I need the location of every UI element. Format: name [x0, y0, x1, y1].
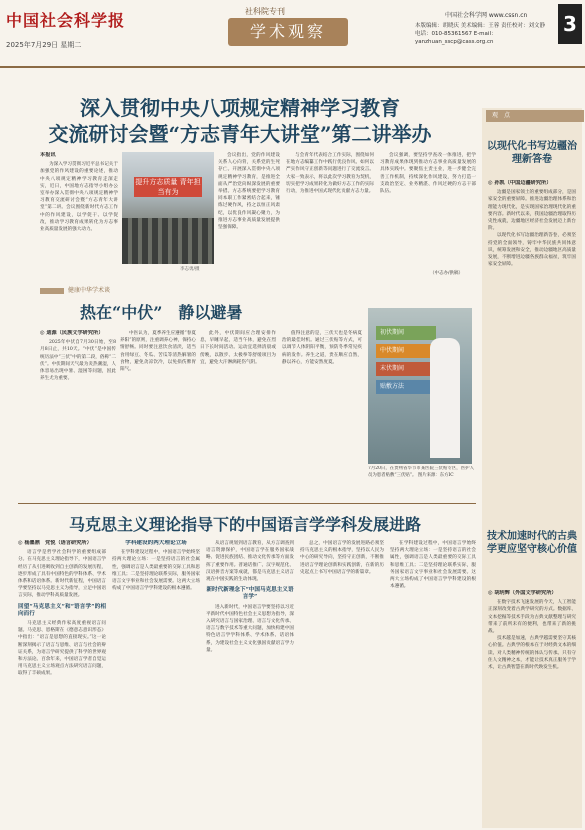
article1-col3	[286, 152, 374, 276]
article1-headline-line2: 交流研讨会暨“方志青年大讲堂”第二讲举办	[48, 122, 432, 146]
photo-person	[430, 338, 460, 458]
article1-byline: 本报讯	[40, 152, 56, 158]
article2-photo-caption-box	[368, 466, 474, 496]
article3-headline: 马克思主义理论指导下的中国语言学学科发展进路	[68, 515, 421, 534]
article2-photo	[368, 308, 472, 464]
page-header	[0, 0, 585, 66]
article3-para: 马克思主义经典作家高度重视语言问题。马克思、恩格斯在《德意志意识形态》中指出：“语言是思想的直接现实。”这一论断深刻揭示了语言与思维、语言与社会的辩证关系，为语言学研究提供了科学的世界观和方法论。百余年来，中国语言学者自觉运用马克思主义立场观点方法研究语言问题，取得了丰硕成果。	[18, 621, 106, 677]
sidebar-article2-body	[488, 590, 576, 820]
article3-col2	[112, 540, 200, 822]
article2-para: 此外，中伏期间应合理安排作息，早睡早起，适当午休，避免在烈日下长时间活动。运动宜选择清晨或傍晚，以散步、太极拳等舒缓项目为宜，避免大汗淋漓耗伤气阴。	[200, 331, 276, 365]
photo-sign: 贴敷方法	[376, 380, 436, 394]
article3-para: 在学科建设过程中，中国语言学始终坚持两大理论立场：一是坚持语言的社会属性，强调语言是人类最重要的交际工具和思维工具；二是坚持理论联系实际，服务国家语言文字事业和社会发展需要。这两大立场构成了中国语言学学科建设的根本遵循。	[390, 541, 476, 590]
article3-col1	[18, 540, 106, 822]
site-url: 中国社会科学网 www.cssn.cn	[445, 12, 528, 19]
sidebar-article1-title: 以现代化书写边疆治理新答卷	[487, 141, 577, 165]
article1-col4	[380, 152, 476, 268]
article2-headline: 热在“中伏” 静以避暑	[80, 303, 243, 322]
photo-sign: 末伏期间	[376, 362, 436, 376]
sidebar-tag: 观 点	[486, 110, 584, 122]
article2-para: 2025年中伏自7月30日始，至8月8日止，共10天。“中伏”是中国传统历法中“三伏”中的第二段，俗称“二伏”。中伏期间天气最为炎热潮湿，人体容易出现中暑、湿困等问题，因此养生尤为重要。	[40, 340, 116, 382]
sidebar-article2-title: 技术加速时代的古典学更应坚守核心价值	[487, 531, 577, 555]
article2-photo-caption: 7月20日，在贵州省毕节市某医院三伏贴专区，医护人员为患者贴敷“三伏贴”。	[368, 466, 474, 478]
sidebar-article1-author: ◎ 孙凯（中国边疆研究所）	[488, 180, 552, 186]
article2-col4	[282, 330, 362, 498]
issue-date: 2025年7月29日 星期二	[6, 41, 82, 49]
article3-byline: ◎ 杨墨鼎 党悦（语言研究所）	[18, 540, 92, 546]
masthead: 中国社会科学报	[6, 11, 126, 30]
section-title: 学术观察	[228, 18, 348, 46]
section-divider	[18, 503, 476, 504]
article3-col3	[206, 540, 294, 822]
editor-info	[415, 22, 555, 46]
photo-banner: 提升方志质量 青年担当有为	[135, 178, 201, 196]
section-label: 社科院专刊	[245, 7, 285, 16]
article1-headline	[40, 95, 440, 147]
sidebar-article2-author: ◎ 胡玥辉（外国文学研究所）	[488, 590, 557, 596]
article1-col1	[40, 152, 118, 276]
article3-para: 进入新时代，中国语言学要坚持以习近平新时代中国特色社会主义思想为指导，深入研究语言与国家治理、语言与文化传承、语言与数字技术等重大问题，加快构建中国特色语言学学科体系、学术体系、话语体系，为建设社会主义文化强国贡献语言学力量。	[206, 604, 294, 653]
article2-col2	[120, 330, 196, 498]
article3-para: 从语言规划到语言教育，从方言调查到语言资源保护，中国语言学在服务国家战略、促进民族团结、推动文化传承等方面发挥了重要作用。普通话推广、汉字规范化、汉语拼音方案等成就，都是马克思主义语言观在中国实践的生动体现。	[206, 541, 294, 583]
header-rule	[0, 66, 585, 68]
sidebar-article1-body	[488, 180, 576, 368]
article2-tag-label: 健康中华学术谈	[68, 287, 111, 294]
article3-para: 语言学是哲学社会科学的重要组成部分。在马克思主义理论指导下，中国语言学经历了从引进吸收到自主创新的发展历程，逐步形成了具有中国特色的学科体系、学术体系和话语体系。新时代新征程，中国语言学要坚持以马克思主义为指导，立足中国语言实际，推动学科高质量发展。	[18, 550, 106, 599]
article2-tag	[40, 285, 110, 294]
tag-decoration	[40, 288, 64, 294]
article3-para: 总之，中国语言学的发展进路必须坚持马克思主义的根本指导，坚持以人民为中心的研究导向，坚持守正创新，不断推进语言学理论创新和实践创新，在新的历史起点上书写中国语言学的新篇章。	[300, 541, 384, 575]
article2-photo-credit: 图片来源：东方IC	[417, 472, 454, 478]
editor-line: 本版编辑：胡晓庆 美术编辑：王蓉 责任校对：刘文静	[415, 23, 545, 29]
article1-para: 为深入学习贯彻习近平总书记关于加强党的作风建设的重要论述，推动中央八项规定精神学习教育走深走实，近日，中国地方志指导小组办公室举办深入贯彻中央八项规定精神学习教育交流研讨会暨“方志青年大讲堂”第二讲。会议围绕新时代方志工作中的作风建设，以学促干、以学促改，推动学习教育成果转化为方志事业高质量发展的强大动力。	[40, 162, 118, 233]
article1-source: （中志办/供稿）	[430, 271, 464, 276]
page-number: 3	[558, 4, 582, 44]
photo-sign: 初伏期间	[376, 326, 436, 340]
photo-sign: 中伏期间	[376, 344, 436, 358]
article3-para: 在学科建设过程中，中国语言学始终坚持两大理论立场：一是坚持语言的社会属性，强调语言是人类最重要的交际工具和思维工具；二是坚持理论联系实际，服务国家语言文字事业和社会发展需要。这两大立场构成了中国语言学学科建设的根本遵循。	[112, 550, 200, 592]
contact-line: 电话：010-85361567 E-mail：yanzhuan_sscp@cass.org.cn	[415, 31, 497, 45]
article1-para: 会议指出，党的作风建设关系人心向背，关系党的生死存亡。开展深入贯彻中央八项规定精神学习教育，是推进全面从严治党向纵深发展的重要举措。方志系统要把学习教育同本职工作紧密结合起来，锤炼过硬作风，持之以恒正风肃纪，以优良作风凝心聚力，为推进方志事业高质量发展提供坚强保障。	[218, 153, 280, 231]
article3-col5	[390, 540, 476, 822]
article2-para: 值得注意的是，三伏天也是冬病夏治的最佳时机。通过三伏贴等方式，可以调节人体阴阳平衡，预防冬季常见疾病的发作。养生之道，贵在顺应自然，静以养心，方能安然度夏。	[282, 331, 362, 365]
article2-col1	[40, 330, 116, 498]
photo-audience	[122, 218, 214, 264]
article1-photo	[122, 152, 214, 264]
sidebar-para: 以现代化书写边疆治理新答卷，必须坚持党的全面领导，铸牢中华民族共同体意识，统筹发展和安全，推动边疆地区高质量发展，不断增进边疆各族群众福祉，筑牢国家安全屏障。	[488, 233, 576, 268]
article1-photo-credit: 李志勇/摄	[180, 267, 200, 272]
sidebar-para: 在数字技术飞速发展的今天，人工智能正深刻改变着古典学研究的方式。数据库、文本挖掘等技术手段为古典文献整理与研究带来了前所未有的便利，也带来了新的挑战。	[488, 600, 576, 635]
article1-para: 与会青年代表结合工作实际，围绕如何在地方志编纂工作中践行优良作风、如何以严实作风守正创新等问题进行了交流发言。大家一致表示，将以此次学习教育为契机，切实把学习成果转化为做好方志工作的实际行动，为推进中国式现代化贡献方志力量。	[286, 153, 374, 195]
article2-byline: ◎ 迪源（民族文学研究所）	[40, 330, 104, 336]
article1-col2	[218, 152, 280, 276]
sidebar-para: 边疆是国家领土的重要组成部分，是国家安全的重要屏障。推进边疆治理体系和治理能力现代化，是实现国家治理现代化的重要内容。新时代以来，我国边疆治理取得历史性成就，边疆地区经济社会发展迈上新台阶。	[488, 190, 576, 232]
article3-subhead: 学科建设的两大理论立场	[125, 540, 187, 546]
article3-subhead: 回望“马克思主义”和“语言学”的相向而行	[18, 603, 106, 617]
article2-para: 中医认为，夏季养生应遵循“春夏养阳”的原则，注重调养心神，保持心情舒畅。同时要注意饮食清淡，适当食用绿豆、冬瓜、苦瓜等清热解暑的食物，避免贪凉饮冷，以免损伤脾胃阳气。	[120, 331, 196, 373]
article2-col3	[200, 330, 276, 498]
article1-para: 会议强调，要坚持学查改一体推进，把学习教育成果体现到推动方志事业高质量发展的具体实践中。要聚焦主责主业，进一步健全完善工作机制，持续深化作风建设，努力打造一支政治坚定、业务精湛、作风过硬的方志干部队伍。	[380, 153, 476, 195]
article1-headline-line1: 深入贯彻中央八项规定精神学习教育	[80, 96, 400, 120]
article3-col4	[300, 540, 384, 822]
sidebar-para: 技术越是加速，古典学越需要坚守其核心价值。古典学的根本在于对经典文本的细读、对人类精神传统的体认与传承。只有守住人文精神之本，才能让技术真正服务于学术，让古典智慧在新时代焕发生机。	[488, 636, 576, 671]
article3-subhead: 新时代新理念下“中国马克思主义语言学”	[206, 587, 294, 601]
